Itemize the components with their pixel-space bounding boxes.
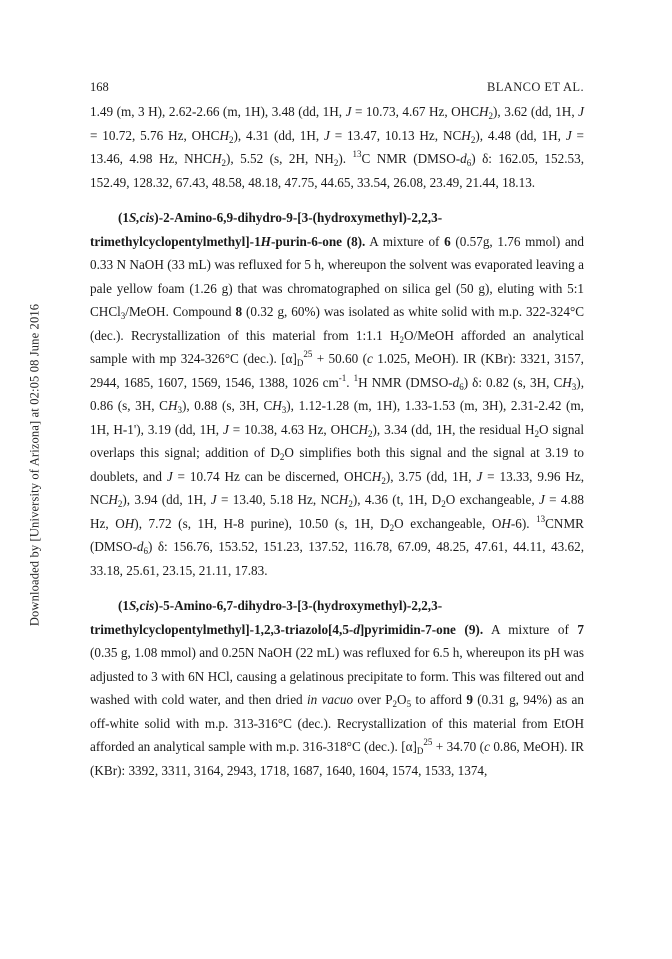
body-text <box>90 100 584 782</box>
page-number: 168 <box>90 80 109 94</box>
paragraph-continuation: 1.49 (m, 3 H), 2.62-2.66 (m, 1H), 3.48 (dd, 1H, J = 10.73, 4.67 Hz, $OHCH_2$), 3.62 (dd, 1H, J = 10.72, 5.76 Hz, $OHCH_2$), 4.31 (dd, 1H, J = 13.47, 10.13 Hz, $NCH_2$), 4.48 (dd, 1H, J = 13.46, 4.98 Hz, $NHCH_2$), 5.52 (s, 2H, $NH_2$). $^{13}$C NMR $(DMSO-d_6)$ δ: 162.05, 152.53, 152.49, 128.32, 67.43, 48.58, 48.18, 47.75, 44.65, 33.54, 26.08, 23.49, 21.44, 18.13. <box>90 104 584 190</box>
compound-9-heading: (1S,cis)-5-Amino-6,7-dihydro-3-[3-(hydroxymethyl)-2,2,3-trimethylcyclopentylmethyl]-1,2,3-triazolo[4,5-d]pyrimidin-7-one (9). <box>90 598 484 637</box>
compound-8-heading: (1S,cis)-2-Amino-6,9-dihydro-9-[3-(hydroxymethyl)-2,2,3-trimethylcyclopentylmethyl]-1H-purin-6-one (8). <box>90 210 443 249</box>
download-note: Downloaded by [University of Arizona] at 02:05 08 June 2016 <box>27 303 42 627</box>
paragraph-compound-8: (1S,cis)-2-Amino-6,9-dihydro-9-[3-(hydroxymethyl)-2,2,3-trimethylcyclopentylmethyl]-1H-purin-6-one (8). A mixture of 6 (0.57g, 1.76 mmol) and 0.33 N NaOH (33 mL) was refluxed for 5 h, whereupon the solvent was evaporated leaving a pale yellow foam (1.26 g) that was chromatographed on silica gel (50 g), eluting with 5:1 CHCl$_3$/MeOH. Compound 8 (0.32 g, 60%) was isolated as white solid with m.p. 322-324°C (dec.). Recrystallization of this material from 1:1.1 $H_2O$/MeOH afforded an analytical sample with mp 324-326°C (dec.). $[\alpha]_D^{25} + 50.60$ (c 1.025, MeOH). IR (KBr): 3321, 3157, 2944, 1685, 1607, 1569, 1546, 1388, 1026 $cm^{-1}$. $^1$H NMR $(DMSO-d_6)$ δ: 0.82 (s, 3H, $CH_3$), 0.86 (s, 3H, $CH_3$), 0.88 (s, 3H, $CH_3$), 1.12-1.28 (m, 1H), 1.33-1.53 (m, 3H), 2.31-2.42 (m, 1H, H-1'), 3.19 (dd, 1H, J = 10.38, 4.63 Hz, $OHCH_2$), 3.34 (dd, 1H, the residual $H_2O$ signal overlaps this signal; addition of $D_2O$ simplifies both this signal and the signal at 3.19 to doublets, and J = 10.74 Hz can be discerned, $OHCH_2$), 3.75 (dd, 1H, J = 13.33, 9.96 Hz, $NCH_2$), 3.94 (dd, 1H, J = 13.40, 5.18 Hz, $NCH_2$), 4.36 (t, 1H, $D_2O$ exchangeable, J = 4.88 Hz, OH), 7.72 (s, 1H, H-8 purine), 10.50 (s, 1H, $D_2O$ exchangeable, OH-6). $^{13}$CNMR $(DMSO-d_6)$ δ: 156.76, 153.52, 151.23, 137.52, 116.78, 67.09, 48.25, 47.61, 44.11, 43.62, 33.18, 25.61, 23.15, 21.11, 17.83. <box>90 210 585 578</box>
paragraph-compound-9: (1S,cis)-5-Amino-6,7-dihydro-3-[3-(hydroxymethyl)-2,2,3-trimethylcyclopentylmethyl]-1,2,3-triazolo[4,5-d]pyrimidin-7-one (9). A mixture of 7 (0.35 g, 1.08 mmol) and 0.25N NaOH (22 mL) was refluxed for 6.5 h, whereupon its pH was adjusted to 3 with 6N HCl, causing a gelatinous precipitate to form. This was filtered out and washed with cold water, and then dried in vacuo over $P_2O_5$ to afford 9 (0.31 g, 94%) as an off-white solid with m.p. 313-316°C (dec.). Recrystallization of this material from EtOH afforded an analytical sample with m.p. 316-318°C (dec.). $[\alpha]_D^{25} + 34.70$ (c 0.86, MeOH). IR (KBr): 3392, 3311, 3164, 2943, 1718, 1687, 1640, 1604, 1574, 1533, 1374, <box>90 598 585 778</box>
download-watermark <box>28 245 42 685</box>
running-head: BLANCO ET AL. <box>487 80 584 94</box>
